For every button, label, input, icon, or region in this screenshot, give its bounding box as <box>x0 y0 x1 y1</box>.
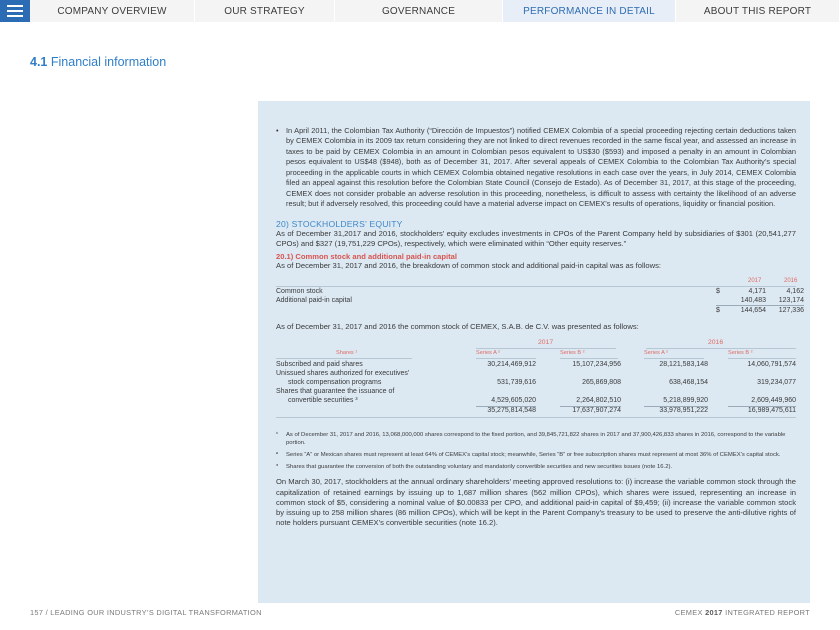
common-stock-table-intro: As of December 31, 2017 and 2016 the common stock of CEMEX, S.A.B. de C.V. was presented as follows: <box>276 321 639 331</box>
cell-value: 28,121,583,148 <box>659 361 708 369</box>
tab-governance[interactable]: GOVERNANCE <box>335 0 503 22</box>
row-label: Subscribed and paid shares <box>276 361 363 369</box>
table-bottom-rule <box>276 417 796 418</box>
cell-value: 265,869,808 <box>582 379 621 387</box>
header-rule <box>728 358 796 359</box>
footnotes <box>276 431 796 471</box>
row-label: Unissued shares authorized for executives’ <box>276 370 410 378</box>
footer-brand: CEMEX <box>674 608 703 617</box>
cell-value: 14,060,791,574 <box>747 361 796 369</box>
footnote-mark: ³ <box>276 464 278 471</box>
cell-value: 2,264,802,510 <box>576 397 621 405</box>
total-value: 33,978,951,222 <box>659 407 708 415</box>
column-header-series-b: Series B ² <box>560 350 585 357</box>
year-header-2016: 2016 <box>708 339 724 347</box>
column-header-series-b: Series B ² <box>728 350 753 357</box>
year-header-2017: 2017 <box>748 277 762 284</box>
row-label: Common stock <box>276 287 323 295</box>
year-header-2016: 2016 <box>784 277 798 284</box>
header-rule <box>476 358 536 359</box>
header-rule <box>276 286 796 287</box>
total-value: 16,989,475,611 <box>747 407 796 415</box>
share-series-table <box>276 339 796 435</box>
cell-value: 15,107,234,956 <box>572 361 621 369</box>
common-stock-table <box>276 277 804 318</box>
common-stock-intro: As of December 31, 2017 and 2016, the breakdown of common stock and additional paid-in capital was as follows: <box>276 261 661 271</box>
total-value: 144,654 <box>740 306 766 314</box>
footnote-text: As of December 31, 2017 and 2016, 13,068,000,000 shares correspond to the fixed portion, and 39,845,721,822 shares in 2017 and 37,900,426,833 shares in 2016, correspond to the variable portion. <box>286 432 786 447</box>
row-label: convertible securities ³ <box>288 397 358 405</box>
cell-value: 4,162 <box>786 287 804 295</box>
footnote-text: Shares that guarantee the conversion of both the outstanding voluntary and mandatorily convertible securities and new securities issues (note 16.2). <box>286 464 673 471</box>
closing-paragraph: On March 30, 2017, stockholders at the annual ordinary shareholders’ meeting approved resolutions to: (i) increase the variable common stock through the capitalization of retained earnings by issuing up to 1,687 million shares (562 million CPOs), which shares were issued, representing an increase in common stock of $5, considering a nominal value of $0.00833 per CPO, and additional paid-in capital of $9,459; (ii) increase the variable common stock by issuing up to 258 million shares (86 million CPOs), which will be kept in the Parent Company’s treasury to be used to preserve the anti-dilutive rights of note holders pursuant CEMEX’s convertible securities (note 16.2). <box>276 477 796 528</box>
footnote-text: Series “A” or Mexican shares must represent at least 64% of CEMEX’s capital stock; meanwhile, Series “B” or free subscription shares must represent at most 36% of CEMEX’s capital stock. <box>286 452 781 459</box>
footer-report-title <box>675 608 810 617</box>
cell-value: 123,174 <box>778 296 804 304</box>
row-label: stock compensation programs <box>288 379 382 387</box>
section-title-text: Financial information <box>50 55 167 69</box>
total-value: 17,637,907,274 <box>572 407 621 415</box>
currency-sign: $ <box>716 306 720 314</box>
column-header-series-a: Series A ² <box>644 350 668 357</box>
cell-value: 638,468,154 <box>669 379 708 387</box>
total-rule <box>716 305 804 306</box>
cell-value: 4,171 <box>748 287 766 295</box>
tab-about-this-report[interactable]: ABOUT THIS REPORT <box>676 0 840 22</box>
currency-sign: $ <box>716 287 720 295</box>
cell-value: 4,529,605,020 <box>491 397 536 405</box>
total-value: 127,336 <box>778 306 804 314</box>
year-header-2017: 2017 <box>538 339 554 347</box>
header-rule <box>560 358 618 359</box>
tab-company-overview[interactable]: COMPANY OVERVIEW <box>30 0 195 22</box>
top-navigation <box>0 0 840 22</box>
row-label: Additional paid-in capital <box>276 296 352 304</box>
footer-report-name: INTEGRATED REPORT <box>725 608 810 617</box>
column-header-shares: Shares ¹ <box>336 350 358 357</box>
cell-value: 140,483 <box>740 296 766 304</box>
footer-year: 2017 <box>705 608 723 617</box>
year-rule <box>646 348 796 349</box>
year-rule <box>476 348 616 349</box>
column-header-series-a: Series A ² <box>476 350 500 357</box>
cell-value: 2,609,449,960 <box>751 397 796 405</box>
cell-value: 5,218,899,920 <box>663 397 708 405</box>
cell-value: 531,739,616 <box>497 379 536 387</box>
common-stock-subheading: 20.1) Common stock and additional paid-in capital <box>276 252 458 262</box>
tax-bullet-text: In April 2011, the Colombian Tax Authority (“Dirección de Impuestos”) notified CEMEX Colombia of a special proceeding rejecting certain deductions taken by CEMEX Colombia in its 2009 tax return considering they are not linked to direct revenues recorded in the same fiscal year, and assessed an increase in taxes to be paid by CEMEX Colombia in an amount in Colombian pesos equivalent to US$30 ($593) and imposed a penalty in an amount in Colombian pesos equivalent to US$48 ($948), both as of December 31, 2017. After several appeals of CEMEX Colombia to the Colombian Tax Authority’s special proceeding in the applicable courts in which CEMEX Colombia obtained negative resolutions in each case over the years, in July 2014, CEMEX Colombia filed an appeal against this resolution before the Colombian State Council (Consejo de Estado). As of December 31, 2017, at this stage of the proceeding, CEMEX does not consider probable an adverse resolution in this proceeding, nonetheless, is difficult to assess with certainty the likelihood of an adverse result; but if adversely resolved, this proceeding could have a material adverse impact on CEMEX’s results of operations, liquidity or financial position. <box>286 126 796 209</box>
footnote-2 <box>276 451 796 459</box>
header-rule <box>644 358 704 359</box>
footnote-mark: ² <box>276 452 278 459</box>
bullet-dot: • <box>276 126 279 135</box>
section-number: 4.1 <box>30 55 48 69</box>
stockholders-equity-paragraph: As of December 31,2017 and 2016, stockholders’ equity excludes investments in CPOs of the Parent Company held by subsidiaries of $301 (20,541,277 CPOs) and $327 (19,751,229 CPOs), respectively, which were eliminated within “Other equity reserves.” <box>276 228 796 249</box>
row-label: Shares that guarantee the issuance of <box>276 388 395 396</box>
total-value: 35,275,814,548 <box>487 407 536 415</box>
tab-performance-in-detail[interactable]: PERFORMANCE IN DETAIL <box>503 0 676 22</box>
footer-page-label: 157 / LEADING OUR INDUSTRY’S DIGITAL TRANSFORMATION <box>30 608 262 617</box>
tab-our-strategy[interactable]: OUR STRATEGY <box>195 0 335 22</box>
header-rule <box>276 358 412 359</box>
footnote-mark: ¹ <box>276 432 278 439</box>
stockholders-equity-heading: 20) STOCKHOLDERS’ EQUITY <box>276 218 403 229</box>
content-panel <box>258 101 810 603</box>
tax-bullet <box>276 126 796 210</box>
hamburger-menu-icon[interactable] <box>0 0 30 22</box>
section-title <box>30 55 166 69</box>
footnote-3 <box>276 463 796 471</box>
cell-value: 319,234,077 <box>757 379 796 387</box>
cell-value: 30,214,469,912 <box>487 361 536 369</box>
